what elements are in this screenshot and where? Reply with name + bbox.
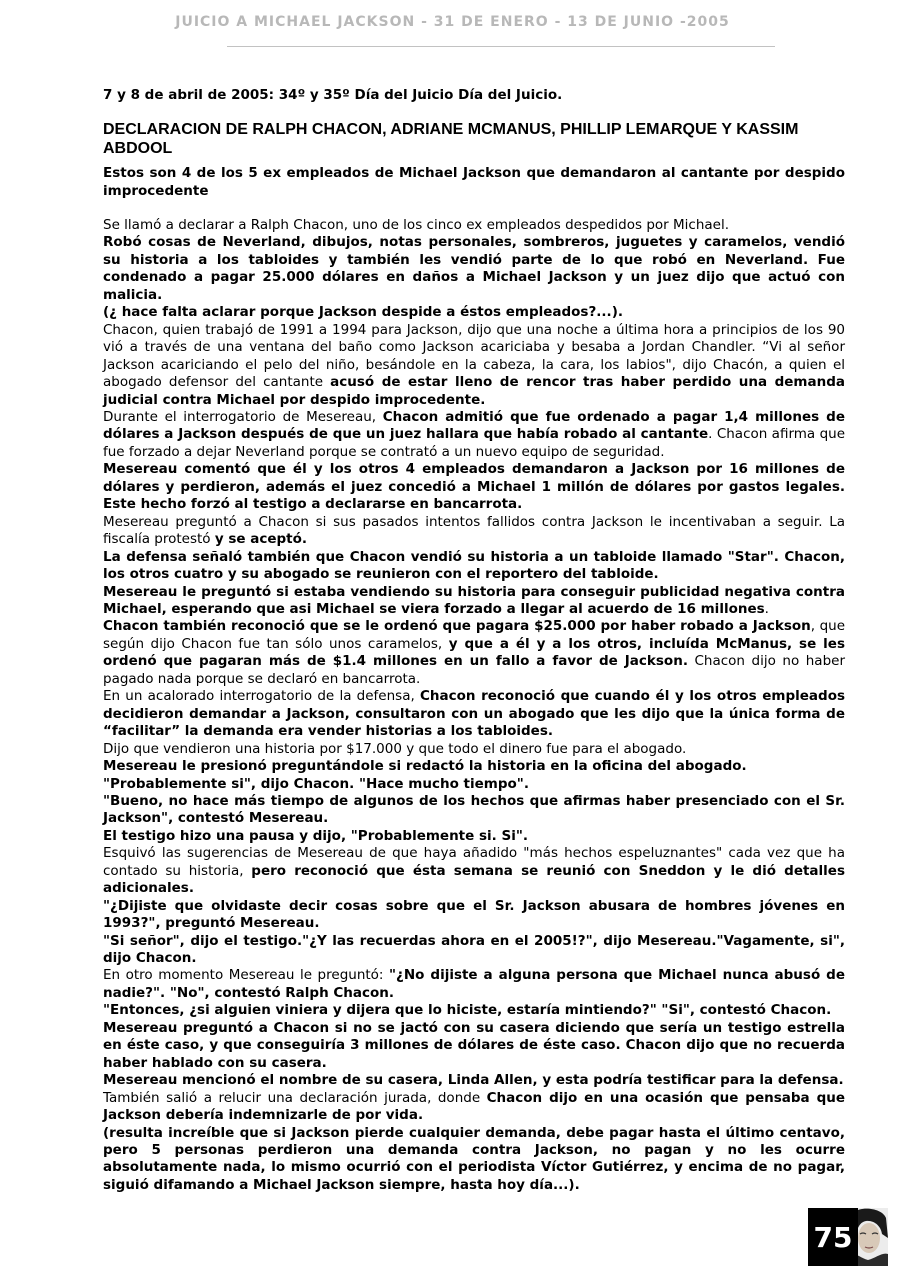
header-divider (227, 46, 775, 47)
article-paragraph (103, 461, 845, 513)
article-paragraph (103, 322, 845, 409)
bold-text-run: Mesereau preguntó a Chacon si no se jactó con su casera diciendo que sería un testigo estrella en éste caso, y que conseguiría 3 millones de dólares de éste caso. Chacon dijo que no recuerda haber hablado con su casera. (103, 1019, 845, 1071)
article-paragraph (103, 898, 845, 933)
article-paragraph (103, 618, 845, 688)
text-run: También salió a relucir una declaración jurada, donde (103, 1089, 487, 1106)
bold-text-run: Robó cosas de Neverland, dibujos, notas personales, sombreros, juguetes y caramelos, vendió su historia a los tabloides y también les vendió parte de lo que robó en Neverland. Fue condenado a pagar 25.000 dólares en daños a Michael Jackson y un juez dijo que actuó con malicia. (103, 234, 845, 303)
bold-text-run: Chacon también reconoció que se le ordenó que pagara $25.000 por haber robado a Jackson (103, 618, 811, 635)
article-paragraph (103, 933, 845, 968)
bold-text-run: y que a él y a los otros, incluída McManus, se les ordenó que pagaran más de $1.4 millones en un fallo a favor de Jackson. (103, 635, 845, 670)
article-paragraph (103, 776, 845, 793)
bold-text-run: Chacon admitió que fue ordenado a pagar 1,4 millones de dólares a Jackson después de que un juez hallara que había robado al cantante (103, 408, 845, 443)
text-run: En otro momento Mesereau le preguntó: (103, 967, 390, 984)
bold-text-run: Mesereau comentó que él y los otros 4 empleados demandaron a Jackson por 16 millones de dólares y perdieron, además el juez concedió a Michael 1 millón de dólares por gastos legales. Este hecho forzó al testigo a declararse en bancarrota. (103, 461, 845, 513)
text-run: Se llamó a declarar a Ralph Chacon, uno de los cinco ex empleados despedidos por Michael. (103, 217, 730, 233)
bold-text-run: "Si señor", dijo el testigo."¿Y las recuerdas ahora en el 2005!?", dijo Mesereau."Vagamente, si", dijo Chacon. (103, 932, 845, 967)
bold-text-run: La defensa señaló también que Chacon vendió su historia a un tabloide llamado "Star". Chacon, los otros cuatro y su abogado se reunieron con el reportero del tabloide. (103, 548, 845, 583)
bold-text-run: El testigo hizo una pausa y dijo, "Probablemente si. Si". (103, 827, 528, 844)
article-paragraph (103, 828, 845, 845)
article-body (103, 86, 845, 1194)
bold-text-run: "¿No dijiste a alguna persona que Michael nunca abusó de nadie?". "No", contestó Ralph Chacon. (103, 967, 845, 1001)
article-paragraph (103, 1125, 845, 1195)
article-paragraph (103, 741, 845, 758)
article-date-line: 7 y 8 de abril de 2005: 34º y 35º Día del Juicio Día del Juicio. (103, 87, 563, 103)
bold-text-run: "Bueno, no hace más tiempo de algunos de los hechos que afirmas haber presenciado con el Sr. Jackson", contestó Mesereau. (103, 792, 845, 827)
text-run: Mesereau preguntó a Chacon si sus pasados intentos fallidos contra Jackson le incentivaban a seguir. La fiscalía protestó (103, 513, 845, 548)
text-run: Dijo que vendieron una historia por $17.000 y que todo el dinero fue para el abogado. (103, 740, 687, 757)
bold-text-run: Mesereau mencionó el nombre de su casera, Linda Allen, y esta podría testificar para la defensa. (103, 1072, 844, 1089)
bold-text-run: pero reconoció que ésta semana se reunió con Sneddon y le dió detalles adicionales. (103, 862, 845, 897)
running-header-title: JUICIO A MICHAEL JACKSON - 31 DE ENERO - 13 DE JUNIO -2005 (175, 14, 730, 30)
page-number: 75 (808, 1208, 858, 1266)
article-paragraph (103, 304, 845, 321)
text-run: . Chacon afirma que fue forzado a dejar Neverland porque se contrató a un nuevo equipo de seguridad. (103, 426, 845, 460)
article-paragraph (103, 1090, 845, 1125)
article-paragraph (103, 688, 845, 740)
text-run: , que según dijo Chacon fue tan sólo unos caramelos, (103, 618, 845, 652)
article-paragraph (103, 967, 845, 1002)
article-paragraph (103, 1002, 845, 1019)
article-paragraph (103, 549, 845, 584)
bold-text-run: Chacon reconoció que cuando él y los otros empleados decidieron demandar a Jackson, consultaron con un abogado que les dijo que la única forma de “facilitar” la demanda era vender historias a los tabloides. (103, 688, 846, 740)
text-run: Esquivó las sugerencias de Mesereau de que haya añadido "más hechos espeluznantes" cada vez que ha contado su historia, (103, 845, 845, 879)
article-paragraph (103, 1020, 845, 1072)
article-paragraph (103, 845, 845, 897)
bold-text-run: "Entonces, ¿si alguien viniera y dijera que lo hiciste, estaría mintiendo?" "Si", contestó Chacon. (103, 1002, 832, 1019)
bold-text-run: y se aceptó. (214, 531, 308, 548)
bold-text-run: "¿Dijiste que olvidaste decir cosas sobre que el Sr. Jackson abusara de hombres jóvenes en 1993?", preguntó Mesereau. (103, 897, 845, 932)
article-paragraph (103, 758, 845, 775)
bold-text-run: (resulta increíble que si Jackson pierde cualquier demanda, debe pagar hasta el último centavo, pero 5 personas perdieron una demanda contra Jackson, no pagan y no les ocurre absolutamente nada, lo mismo ocurrió con el periodista Víctor Gutiérrez, y encima de no pagar, siguió difamando a Michael Jackson siempre, hasta hoy día...). (103, 1124, 845, 1193)
text-run: Chacon dijo no haber pagado nada porque se declaró en bancarrota. (103, 653, 845, 687)
bold-text-run: Mesereau le presionó preguntándole si redactó la historia en la oficina del abogado. (103, 758, 747, 775)
text-run: Chacon, quien trabajó de 1991 a 1994 para Jackson, dijo que una noche a última hora a principios de los 90 vió a través de una ventana del baño como Jackson acariciaba y besaba a Jordan Chandler. “Vi al señor Jackson acariciando el pelo del niño, besándole en la cabeza, la cara, los labios", dijo Chacón, a quien el abogado defensor del cantante (103, 321, 845, 391)
text-run: . (764, 600, 769, 617)
text-run: En un acalorado interrogatorio de la defensa, (103, 688, 420, 705)
article-paragraph (103, 793, 845, 828)
page-badge (808, 1208, 888, 1266)
article-title: DECLARACION DE RALPH CHACON, ADRIANE MCMANUS, PHILLIP LEMARQUE Y KASSIM ABDOOL (103, 121, 799, 157)
bold-text-run: Mesereau le preguntó si estaba vendiendo su historia para conseguir publicidad negativa contra Michael, esperando que asi Michael se viera forzado a llegar al acuerdo de 16 millones (103, 583, 845, 617)
bold-text-run: "Probablemente si", dijo Chacon. "Hace mucho tiempo". (103, 775, 529, 792)
article-paragraph (103, 409, 845, 461)
article-paragraph (103, 514, 845, 549)
article-paragraph (103, 217, 845, 234)
bold-text-run: acusó de estar lleno de rencor tras haber perdido una demanda judicial contra Michael por despido improcedente. (103, 374, 845, 408)
article-paragraph (103, 1072, 845, 1089)
article-paragraph (103, 584, 845, 619)
article-paragraph (103, 234, 845, 304)
bold-text-run: Chacon dijo en una ocasión que pensaba que Jackson debería indemnizarle de por vida. (103, 1089, 845, 1124)
article-subtitle: Estos son 4 de los 5 ex empleados de Michael Jackson que demandaron al cantante por despido improcedente (103, 165, 845, 199)
article-paragraphs (103, 217, 845, 1194)
bold-text-run: (¿ hace falta aclarar porque Jackson despide a éstos empleados?...). (103, 304, 623, 321)
text-run: Durante el interrogatorio de Mesereau, (103, 408, 383, 425)
